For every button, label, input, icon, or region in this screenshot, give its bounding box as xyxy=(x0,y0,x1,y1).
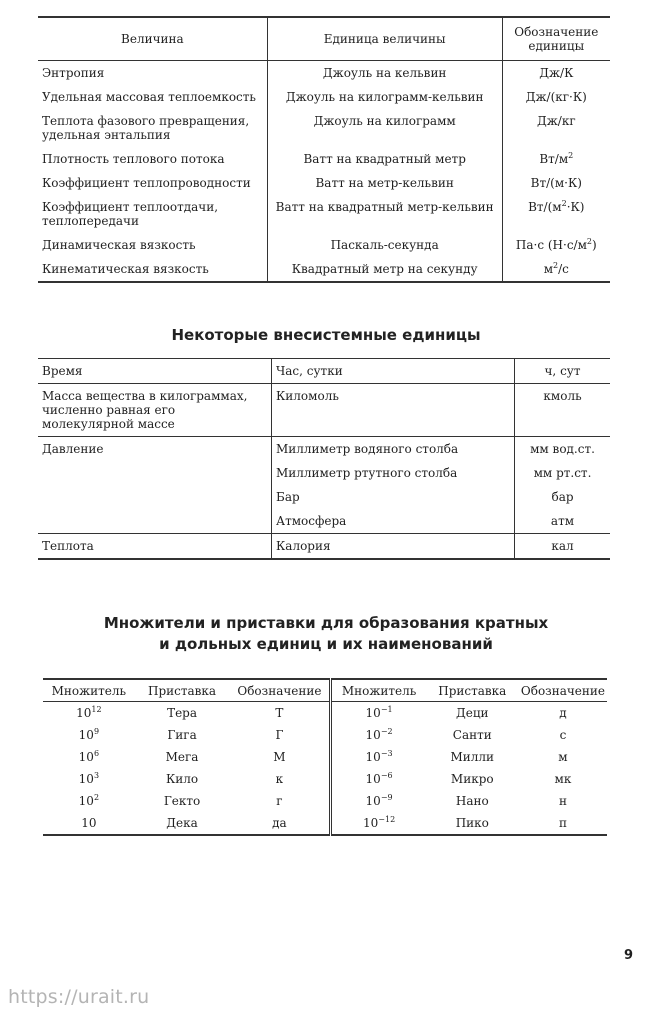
prefix-cell: Мега xyxy=(165,750,199,764)
multiplier-cell: $10^{-1}$ xyxy=(331,702,426,725)
section-title: Некоторые внесистемные единицы xyxy=(171,326,481,344)
multiplier-cell: $10^2$ xyxy=(78,793,100,808)
multiplier-cell: $10^3$ xyxy=(78,771,100,786)
column-header: Множитель xyxy=(51,684,127,698)
unit-cell: Паскаль-секунда xyxy=(267,233,502,257)
multiplier-cell: $10^{12}$ xyxy=(76,705,102,720)
column-header: Приставка xyxy=(148,684,217,698)
table-row xyxy=(43,790,607,812)
table-row xyxy=(38,171,610,195)
table-header-row xyxy=(38,17,610,61)
table-row xyxy=(43,746,607,768)
symbol-cell: $Вт/м^2$ xyxy=(539,151,574,166)
table-row xyxy=(38,85,610,109)
symbol-cell: мк xyxy=(554,772,572,786)
symbol-cell: да xyxy=(272,816,287,830)
table-row xyxy=(43,768,607,790)
column-header: Обозначение единицы xyxy=(514,25,599,53)
table-row xyxy=(38,61,610,86)
column-header: Приставка xyxy=(438,684,507,698)
table-row xyxy=(38,384,610,437)
symbol-cell: Т xyxy=(275,706,284,720)
column-header: Обозначение xyxy=(520,684,605,698)
unit-cell: Квадратный метр на секунду xyxy=(267,257,502,282)
table-row xyxy=(38,233,610,257)
symbol-cell: $Вт/(м^2\cdot К)$ xyxy=(528,199,585,214)
unit-cell: Бар xyxy=(272,485,515,509)
symbol-cell: д xyxy=(559,706,567,720)
symbol-cell: Дж/К xyxy=(539,66,574,80)
symbol-cell: мм рт.ст. xyxy=(533,466,592,480)
unit-cell: Джоуль на килограмм xyxy=(267,109,502,147)
prefix-cell: Деци xyxy=(455,706,489,720)
quantity-cell: Динамическая вязкость xyxy=(42,238,196,252)
column-header: Множитель xyxy=(331,679,426,702)
symbol-cell: атм xyxy=(550,514,575,528)
symbol-cell: Дж/(кг·К) xyxy=(525,90,587,104)
quantity-cell: Плотность теплового потока xyxy=(42,152,225,166)
column-header: Обозначение xyxy=(237,684,322,698)
multiplier-cell: $10^{-9}$ xyxy=(331,790,426,812)
table-row xyxy=(38,195,610,233)
unit-cell: Час, сутки xyxy=(272,359,515,384)
multiplier-cell: 10 xyxy=(81,816,97,830)
quantity-cell: Теплота xyxy=(38,534,272,560)
symbol-cell: Па·с $(Н\cdot с/м^2)$ xyxy=(515,237,597,252)
table-row xyxy=(43,702,607,725)
symbol-cell: мм вод.ст. xyxy=(515,437,611,462)
unit-cell: Ватт на квадратный метр-кельвин xyxy=(267,195,502,233)
quantity-cell: Теплота фазового превращения, удельная энтальпия xyxy=(42,114,250,142)
section-title-line: Множители и приставки для образования кратных xyxy=(103,614,549,632)
prefix-cell: Нано xyxy=(455,794,489,808)
unit-cell: Джоуль на кельвин xyxy=(267,61,502,86)
symbol-cell: Дж/кг xyxy=(536,114,576,128)
unit-cell: Киломоль xyxy=(272,384,515,437)
unit-cell: Калория xyxy=(272,534,515,560)
column-header: Величина xyxy=(121,32,184,46)
units-table xyxy=(38,16,610,283)
prefix-cell: Санти xyxy=(452,728,492,742)
prefix-cell: Кило xyxy=(165,772,199,786)
prefix-table xyxy=(43,678,607,836)
symbol-cell: М xyxy=(273,750,286,764)
symbol-cell: с xyxy=(559,728,567,742)
symbol-cell: н xyxy=(558,794,567,808)
quantity-cell: Коэффициент теплопроводности xyxy=(42,176,251,190)
prefix-cell: Гекто xyxy=(163,794,201,808)
unit-cell: Атмосфера xyxy=(272,509,515,534)
symbol-cell: г xyxy=(276,794,283,808)
watermark-url: https://urait.ru xyxy=(8,986,150,1008)
symbol-cell: бар xyxy=(551,490,574,504)
prefix-cell: Микро xyxy=(450,772,494,786)
symbol-cell: $м^2/с$ xyxy=(543,261,569,276)
table-row xyxy=(38,109,610,147)
symbol-cell: п xyxy=(558,816,567,830)
quantity-cell: Давление xyxy=(38,437,272,534)
symbol-cell: Вт/(м·К) xyxy=(530,176,582,190)
unit-cell: Ватт на метр-кельвин xyxy=(267,171,502,195)
symbol-cell: м xyxy=(558,750,568,764)
table-row xyxy=(43,724,607,746)
table-row xyxy=(38,257,610,282)
section-title-line: и дольных единиц и их наименований xyxy=(159,635,493,653)
table-row xyxy=(38,534,610,560)
table-row xyxy=(38,147,610,171)
table-row xyxy=(38,359,610,384)
multiplier-cell: $10^{-2}$ xyxy=(331,724,426,746)
quantity-cell: Масса вещества в килограммах, численно равная его молекулярной массе xyxy=(38,384,272,437)
page-number: 9 xyxy=(624,948,634,963)
table-row xyxy=(38,437,610,462)
symbol-cell: кмоль xyxy=(515,384,611,437)
quantity-cell: Время xyxy=(42,364,83,378)
table-row xyxy=(43,812,607,835)
unit-cell: Миллиметр водяного столба xyxy=(272,437,515,462)
prefix-cell: Тера xyxy=(167,706,198,720)
symbol-cell: кал xyxy=(515,534,611,560)
prefix-cell: Гига xyxy=(167,728,197,742)
quantity-cell: Энтропия xyxy=(42,66,105,80)
offsystem-units-table xyxy=(38,358,610,560)
unit-cell: Миллиметр ртутного столба xyxy=(272,461,515,485)
multiplier-cell: $10^{-3}$ xyxy=(331,746,426,768)
section-title xyxy=(0,613,652,655)
table-header-row xyxy=(43,679,607,702)
unit-cell: Ватт на квадратный метр xyxy=(267,147,502,171)
unit-cell: Джоуль на килограмм-кельвин xyxy=(267,85,502,109)
column-header: Единица величины xyxy=(267,17,502,61)
multiplier-cell: $10^6$ xyxy=(78,749,100,764)
multiplier-cell: $10^{-6}$ xyxy=(331,768,426,790)
prefix-cell: Дека xyxy=(166,816,198,830)
prefix-cell: Милли xyxy=(450,750,495,764)
multiplier-cell: $10^9$ xyxy=(78,727,100,742)
quantity-cell: Удельная массовая теплоемкость xyxy=(42,90,256,104)
symbol-cell: к xyxy=(275,772,284,786)
quantity-cell: Кинематическая вязкость xyxy=(42,262,209,276)
quantity-cell: Коэффициент теплоотдачи, теплопередачи xyxy=(42,200,219,228)
prefix-cell: Пико xyxy=(455,816,489,830)
symbol-cell: ч, сут xyxy=(544,364,581,378)
symbol-cell: Г xyxy=(275,728,284,742)
multiplier-cell: $10^{-12}$ xyxy=(331,812,426,835)
